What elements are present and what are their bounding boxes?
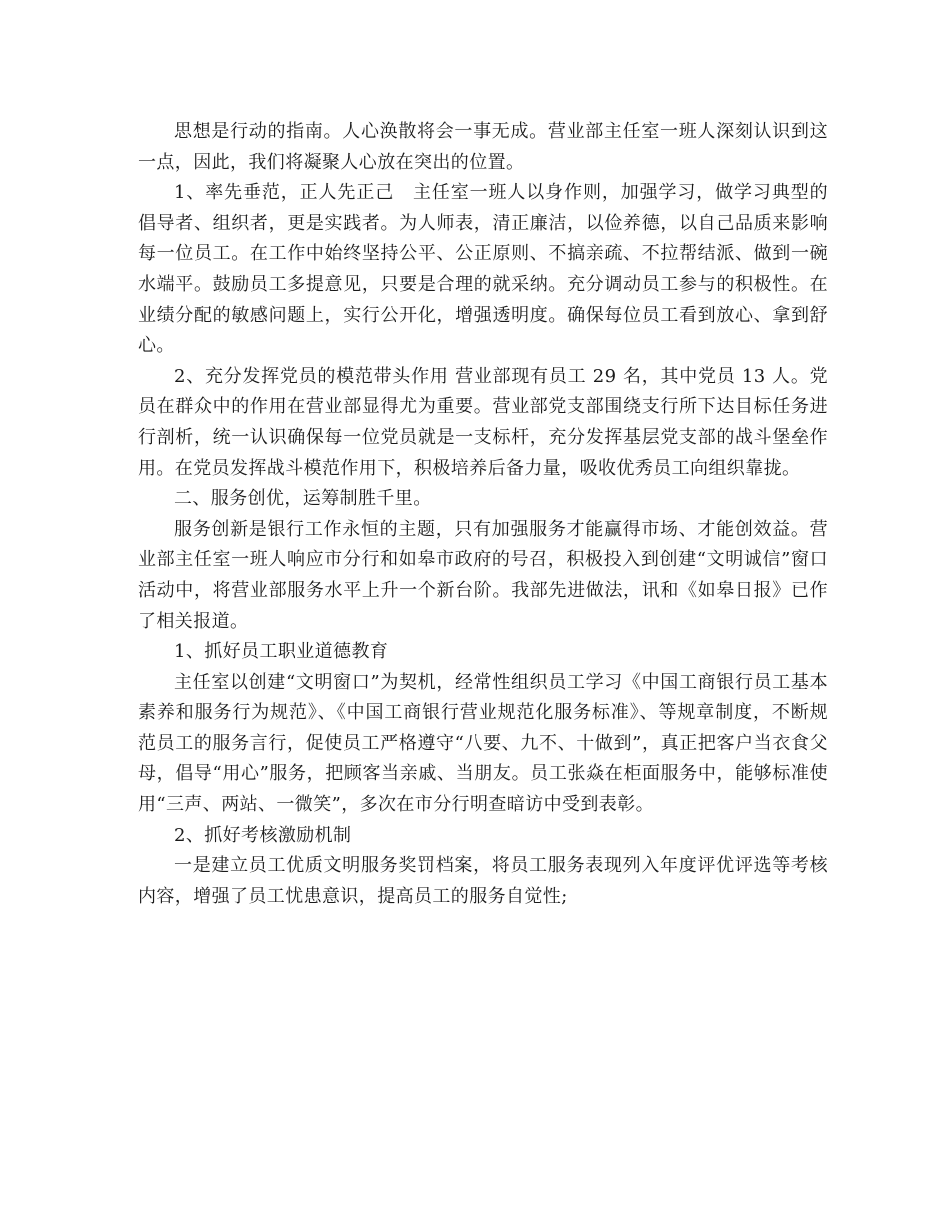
paragraph-party-members: 2、充分发挥党员的模范带头作用 营业部现有员工 29 名，其中党员 13 人。党员在群众中的作用在营业部显得尤为重要。营业部党支部围绕支行所下达目标任务进行剖析，统一认识确保每一位党员就是一支标杆，充分发挥基层党支部的战斗堡垒作用。在党员发挥战斗模范作用下，积极培养后备力量，吸收优秀员工向组织靠拢。	[138, 365, 828, 479]
paragraph-incentive-mechanism: 一是建立员工优质文明服务奖罚档案，将员工服务表现列入年度评优评选等考核内容，增强了员工忧患意识，提高员工的服务自觉性;	[138, 855, 828, 907]
paragraph-service-innovation: 服务创新是银行工作永恒的主题，只有加强服务才能赢得市场、才能创效益。营业部主任室一班人响应市分行和如皋市政府的号召，积极投入到创建“文明诚信”窗口活动中，将营业部服务水平上升一个新台阶。我部先进做法，讯和《如皋日报》已作了相关报道。	[138, 518, 828, 632]
paragraph-ethics-education: 主任室以创建“文明窗口”为契机，经常性组织员工学习《中国工商银行员工基本素养和服务行为规范》、《中国工商银行营业规范化服务标准》、等规章制度，不断规范员工的服务言行，促使员工严格遵守“八要、九不、十做到”，真正把客户当衣食父母，倡导“用心”服务，把顾客当亲戚、当朋友。员工张焱在柜面服务中，能够标准使用“三声、两站、一微笑”，多次在市分行明查暗访中受到表彰。	[138, 671, 828, 816]
section-heading-service: 二、服务创优，运筹制胜千里。	[174, 488, 432, 510]
subheading-ethics-education: 1、抓好员工职业道德教育	[174, 641, 389, 663]
subheading-incentive-mechanism: 2、抓好考核激励机制	[174, 824, 352, 846]
paragraph-lead-by-example: 1、率先垂范，正人先正己 主任室一班人以身作则，加强学习，做学习典型的倡导者、组织者，更是实践者。为人师表，清正廉洁，以俭养德，以自己品质来影响每一位员工。在工作中始终坚持公平、公正原则、不搞亲疏、不拉帮结派、做到一碗水端平。鼓励员工多提意见，只要是合理的就采纳。充分调动员工参与的积极性。在业绩分配的敏感问题上，实行公开化，增强透明度。确保每位员工看到放心、拿到舒心。	[138, 182, 828, 357]
document-body	[138, 117, 828, 912]
paragraph-intro: 思想是行动的指南。人心涣散将会一事无成。营业部主任室一班人深刻认识到这一点，因此，我们将凝聚人心放在突出的位置。	[138, 121, 828, 173]
